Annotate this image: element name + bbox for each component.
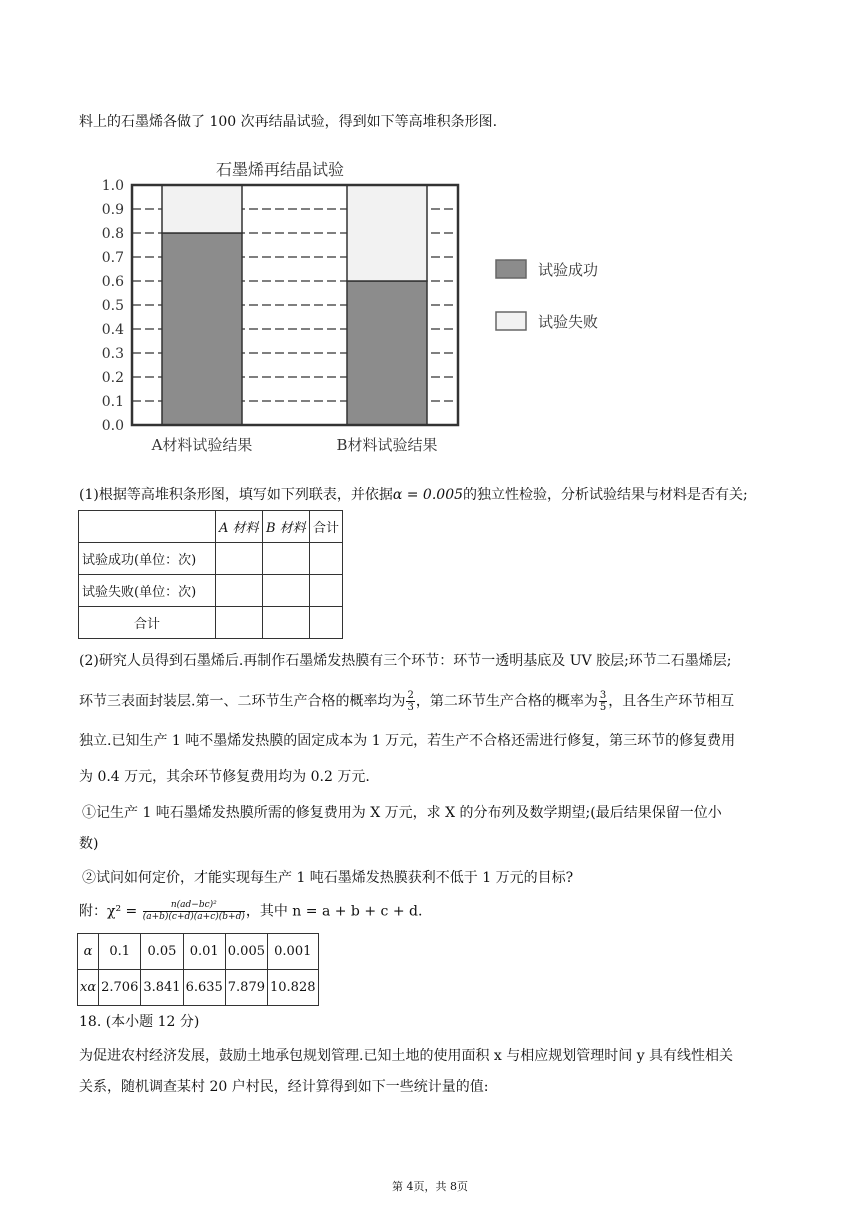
appendix-formula [79, 900, 422, 923]
q18-line-1: 为促进农村经济发展，鼓励土地承包规划管理.已知土地的使用面积 x 与相应规划管理时间 y 具有线性相关 [79, 1048, 734, 1064]
q2-sub1-line-2: 数) [79, 836, 99, 852]
formula-numerator: n(ad−bc)² [143, 900, 245, 912]
table-cell [263, 543, 310, 575]
row-label: 试验失败(单位：次) [79, 575, 216, 607]
table-cell: 10.828 [268, 970, 319, 1006]
fraction-numerator: 3 [599, 690, 607, 701]
q2-line-2 [79, 690, 734, 713]
q2-line-2b: ，第二环节生产合格的概率为 [415, 693, 598, 710]
table-header-cell: 合计 [310, 511, 343, 543]
legend-swatch [496, 312, 526, 330]
bar-segment [347, 281, 427, 425]
table-cell: 0.001 [268, 934, 319, 970]
table-cell: α [78, 934, 99, 970]
x-category-label: B材料试验结果 [336, 436, 438, 454]
row-label: 合计 [79, 607, 216, 639]
alpha-value: α = 0.005 [392, 487, 464, 503]
table-cell [216, 575, 263, 607]
legend-label: 试验成功 [538, 261, 599, 279]
table-header-cell: B 材料 [263, 511, 310, 543]
legend-label: 试验失败 [538, 313, 599, 331]
table-header-row [79, 511, 343, 543]
q2-line-1: (2)研究人员得到石墨烯后.再制作石墨烯发热膜有三个环节：环节一透明基底及 UV 胶层;环节二石墨烯层; [79, 653, 732, 669]
fraction-denominator: 3 [407, 702, 414, 713]
q2-sub1-line-1: ①记生产 1 吨石墨烯发热膜所需的修复费用为 X 万元，求 X 的分布列及数学期望;(最后结果保留一位小 [82, 805, 722, 821]
table-row [79, 575, 343, 607]
fraction-numerator: 2 [407, 690, 414, 701]
y-tick-label: 0.7 [101, 250, 124, 266]
table-row [79, 543, 343, 575]
bar-segment [347, 185, 427, 281]
question-1 [79, 485, 748, 505]
table-cell: 0.05 [141, 934, 183, 970]
bar-segment [162, 233, 242, 425]
q18-heading: 18. (本小题 12 分) [79, 1014, 200, 1030]
fraction-2-3 [406, 690, 414, 713]
critical-values-table [77, 933, 319, 1006]
bar-segment [162, 185, 242, 233]
fraction-3-5 [599, 690, 607, 713]
table-cell: 2.706 [99, 970, 141, 1006]
table-cell: 0.1 [99, 934, 141, 970]
row-label: 试验成功(单位：次) [79, 543, 216, 575]
table-cell [216, 543, 263, 575]
table-cell: xα [78, 970, 99, 1006]
formula-denominator: (a+b)(c+d)(a+c)(b+d) [142, 912, 245, 922]
y-tick-label: 1.0 [101, 178, 124, 194]
table-cell [310, 575, 343, 607]
y-tick-label: 0.5 [101, 298, 124, 314]
table-cell: 3.841 [141, 970, 183, 1006]
y-tick-label: 0.0 [101, 418, 124, 434]
q1-text-post: 的独立性检验，分析试验结果与材料是否有关; [463, 487, 748, 503]
q2-line-4: 为 0.4 万元，其余环节修复费用均为 0.2 万元. [79, 769, 370, 785]
y-tick-label: 0.6 [101, 274, 124, 290]
table-row [78, 970, 319, 1006]
table-cell [263, 607, 310, 639]
table-cell: 7.879 [225, 970, 267, 1006]
table-header-cell: A 材料 [216, 511, 263, 543]
q2-line-2a: 环节三表面封装层.第一、二环节生产合格的概率均为 [79, 693, 406, 710]
q2-line-2c: ，且各生产环节相互 [608, 693, 735, 710]
q2-line-3: 独立.已知生产 1 吨不墨烯发热膜的固定成本为 1 万元，若生产不合格还需进行修复，第三环节的修复费用 [79, 733, 736, 749]
fraction-denominator: 5 [599, 702, 607, 713]
chart-title: 石墨烯再结晶试验 [215, 160, 345, 179]
table-cell: 0.01 [183, 934, 225, 970]
q18-line-2: 关系，随机调查某村 20 户村民，经计算得到如下一些统计量的值: [79, 1079, 489, 1095]
table-cell [263, 575, 310, 607]
y-tick-label: 0.1 [101, 394, 124, 410]
table-row [78, 934, 319, 970]
x-category-label: A材料试验结果 [151, 436, 253, 454]
q2-sub2: ②试问如何定价，才能实现每生产 1 吨石墨烯发热膜获利不低于 1 万元的目标? [82, 870, 574, 886]
chi-square-fraction [143, 900, 245, 923]
legend-swatch [496, 260, 526, 278]
table-cell [310, 543, 343, 575]
stacked-bar-chart [80, 150, 640, 470]
y-tick-label: 0.4 [101, 322, 124, 338]
table-header-cell [79, 511, 216, 543]
q1-text-pre: (1)根据等高堆积条形图，填写如下列联表，并依据 [79, 487, 393, 503]
contingency-table [78, 510, 343, 639]
page-footer: 第 4页，共 8页 [392, 1180, 468, 1193]
formula-suffix: ，其中 n = a + b + c + d. [245, 903, 423, 920]
table-cell [310, 607, 343, 639]
y-tick-label: 0.3 [101, 346, 124, 362]
intro-line: 料上的石墨烯各做了 100 次再结晶试验，得到如下等高堆积条形图. [79, 114, 498, 130]
table-cell: 0.005 [225, 934, 267, 970]
formula-prefix: 附：χ² = [79, 903, 138, 920]
table-cell: 6.635 [183, 970, 225, 1006]
y-tick-label: 0.8 [101, 226, 124, 242]
y-tick-label: 0.9 [101, 202, 124, 218]
y-tick-label: 0.2 [101, 370, 124, 386]
table-row [79, 607, 343, 639]
table-cell [216, 607, 263, 639]
